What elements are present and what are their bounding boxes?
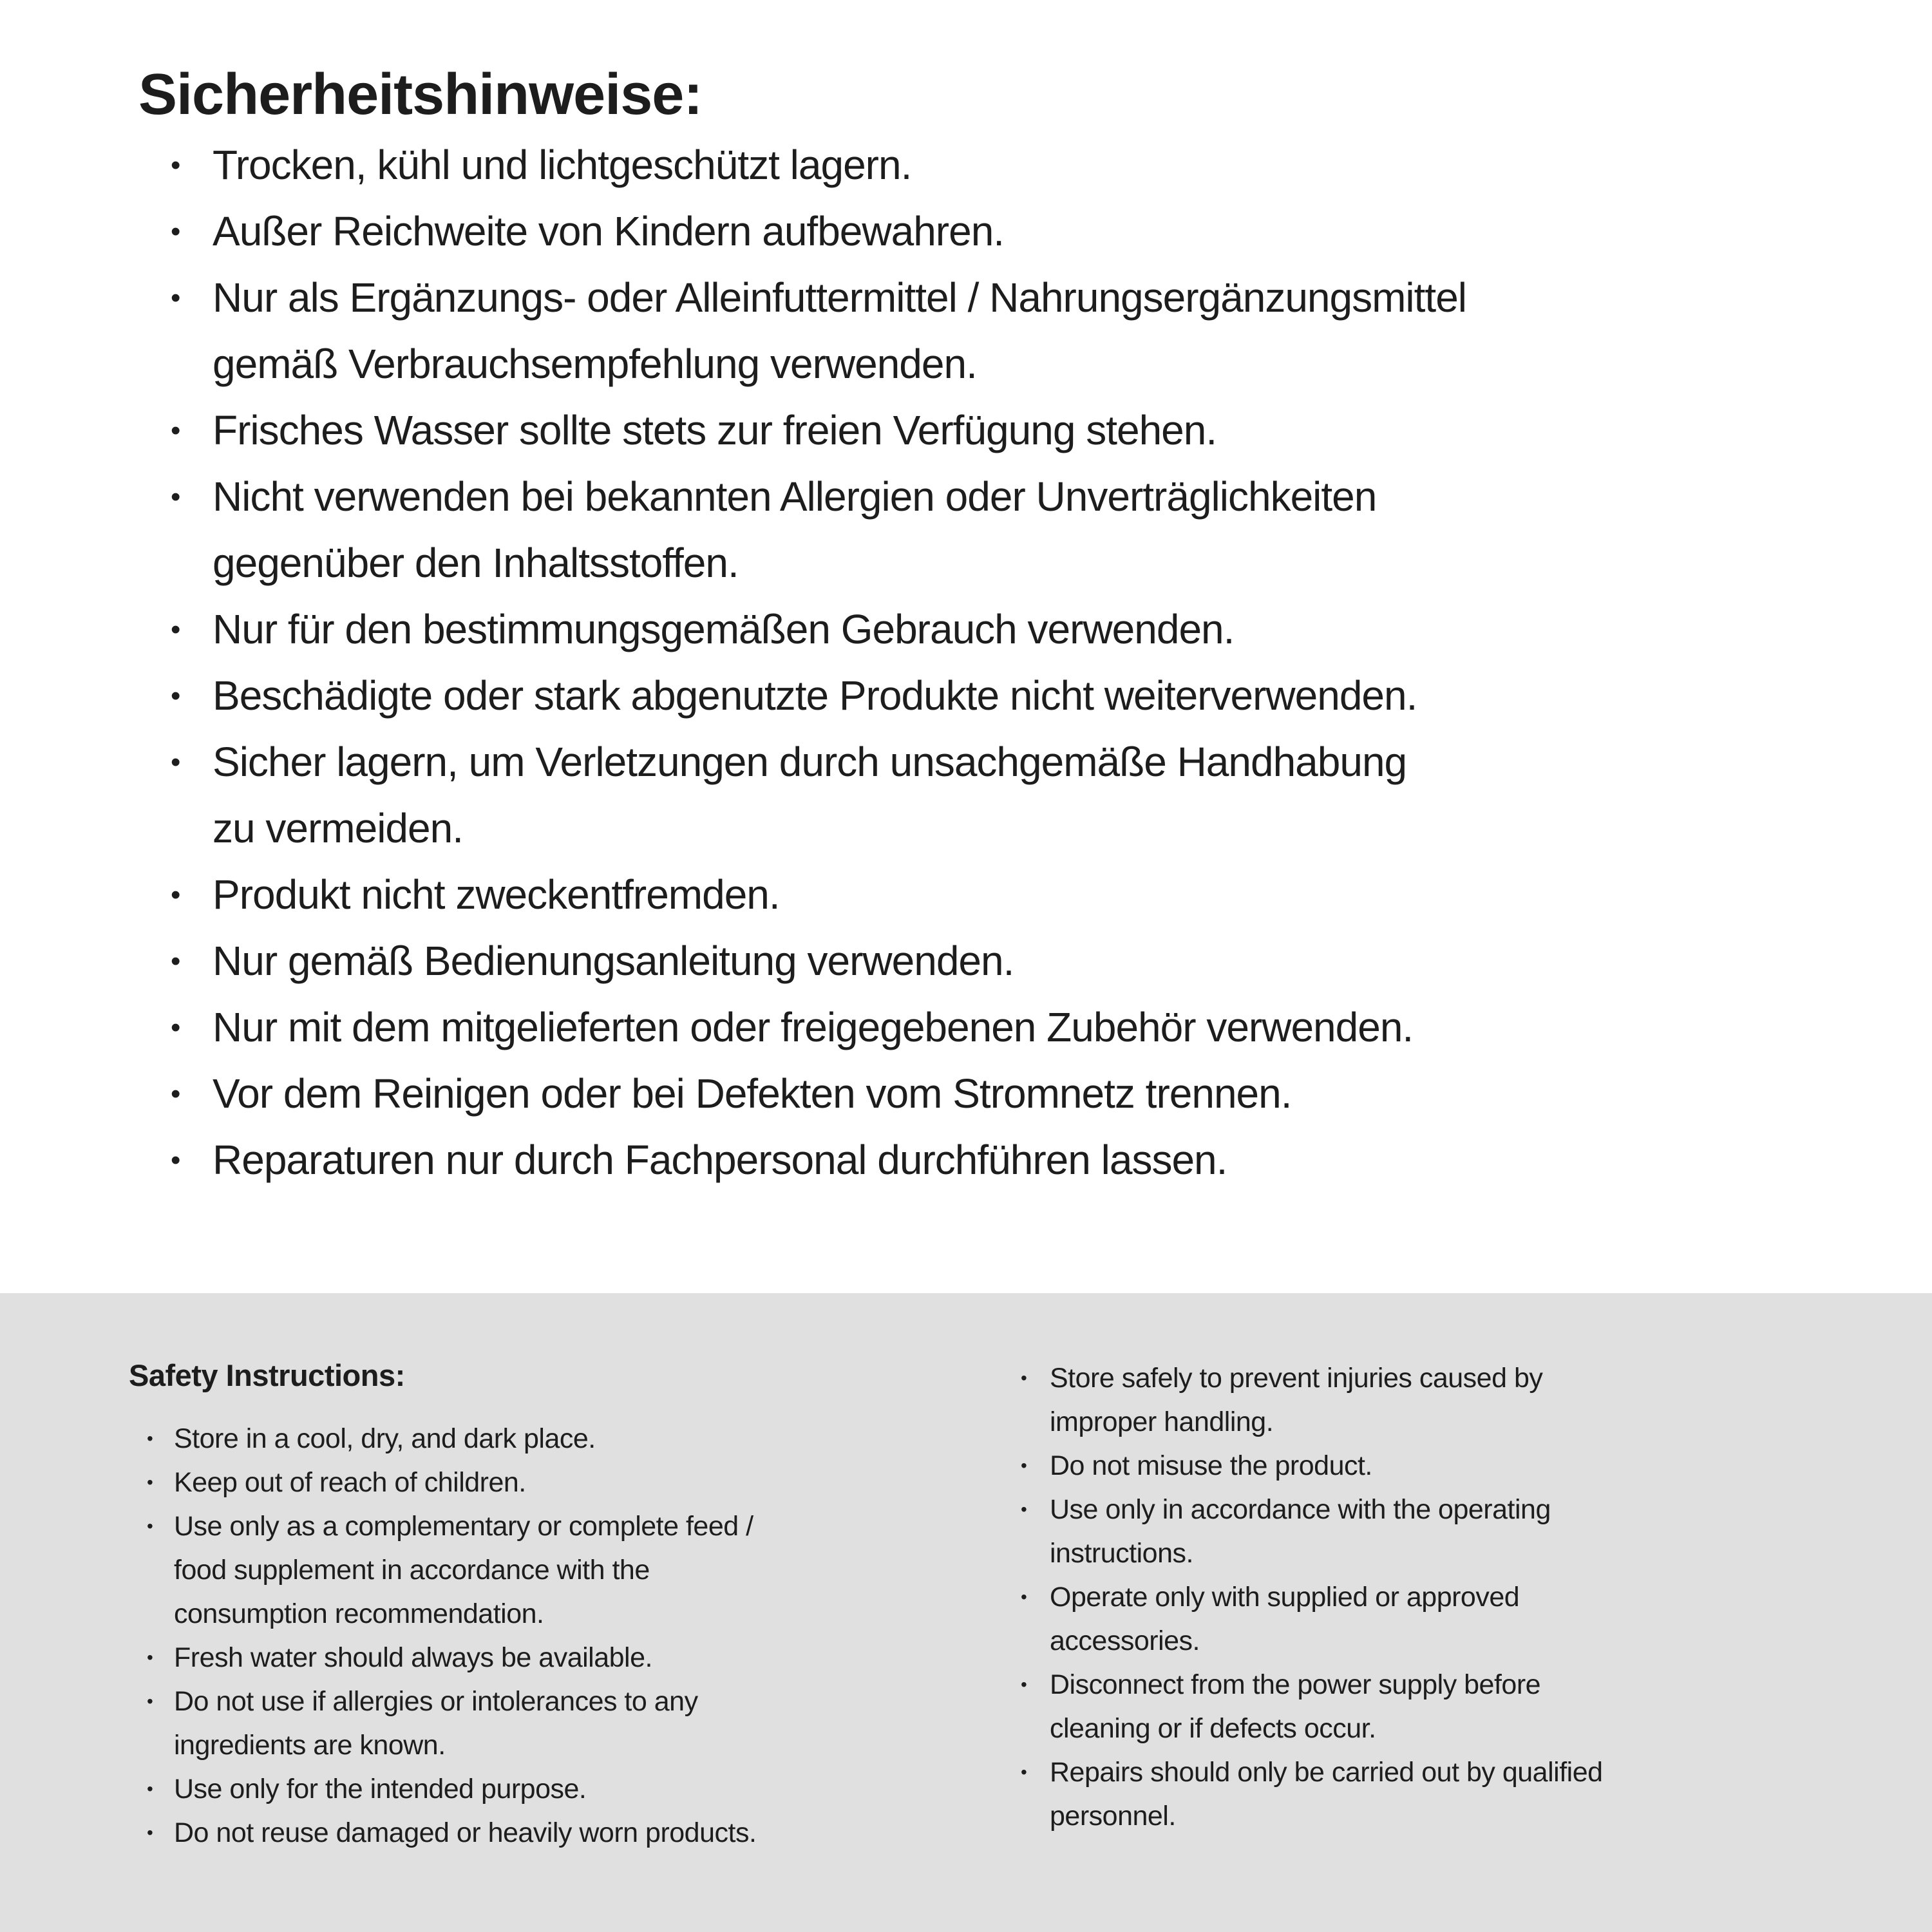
list-item-line: Store in a cool, dry, and dark place.: [174, 1423, 596, 1455]
bullet-icon: •: [171, 614, 181, 645]
list-item-line: Trocken, kühl und lichtgeschützt lagern.: [213, 142, 912, 188]
english-right-column: [1021, 1356, 1922, 1838]
list-item-line: Sicher lagern, um Verletzungen durch unsachgemäße Handhabung: [213, 739, 1407, 785]
list-item-line: Reparaturen nur durch Fachpersonal durchführen lassen.: [213, 1137, 1227, 1183]
list-item-line: Do not reuse damaged or heavily worn products.: [174, 1817, 757, 1849]
bullet-icon: •: [171, 1144, 181, 1176]
list-item: [1021, 1575, 1922, 1663]
list-item-line: Nur mit dem mitgelieferten oder freigegebenen Zubehör verwenden.: [213, 1004, 1414, 1050]
list-item-text: [1050, 1356, 1542, 1444]
list-item-text: [213, 928, 1014, 994]
list-item: [171, 132, 1466, 198]
list-item-line: Beschädigte oder stark abgenutzte Produkte nicht weiterverwenden.: [213, 672, 1417, 719]
list-item-text: [213, 397, 1217, 464]
list-item: [171, 464, 1466, 596]
bullet-icon: •: [171, 415, 181, 446]
list-item-text: [213, 198, 1004, 265]
list-item-line: Nur für den bestimmungsgemäßen Gebrauch verwenden.: [213, 606, 1235, 652]
list-item-text: [1050, 1663, 1540, 1750]
list-item-line: Nicht verwenden bei bekannten Allergien oder Unverträglichkeiten: [213, 473, 1377, 520]
bullet-icon: •: [171, 282, 181, 314]
list-item-text: [174, 1680, 698, 1767]
list-item: [171, 928, 1466, 994]
list-item-line: Do not use if allergies or intolerances to any: [174, 1686, 698, 1718]
list-item-line: improper handling.: [1050, 1406, 1274, 1437]
bullet-icon: •: [147, 1691, 153, 1712]
list-item-text: [213, 596, 1234, 663]
list-item: [171, 663, 1466, 729]
list-item: [171, 265, 1466, 397]
list-item-text: [213, 1061, 1292, 1127]
list-item-text: [174, 1504, 753, 1636]
list-item-line: Use only for the intended purpose.: [174, 1774, 587, 1805]
bullet-icon: •: [171, 746, 181, 778]
bullet-icon: •: [1021, 1587, 1027, 1607]
bullet-icon: •: [147, 1823, 153, 1843]
list-item: [129, 1811, 1018, 1855]
list-item-text: [213, 464, 1376, 596]
list-item-line: Repairs should only be carried out by qualified: [1050, 1757, 1603, 1788]
page-title: Sicherheitshinweise:: [138, 62, 703, 127]
list-item-line: zu vermeiden.: [213, 805, 463, 851]
bullet-icon: •: [171, 1012, 181, 1043]
list-item: [171, 729, 1466, 862]
bullet-icon: •: [1021, 1674, 1027, 1694]
list-item-line: gegenüber den Inhaltsstoffen.: [213, 540, 739, 586]
english-title: Safety Instructions:: [129, 1358, 405, 1392]
bullet-icon: •: [171, 1078, 181, 1110]
list-item-text: [1050, 1444, 1372, 1488]
bullet-icon: •: [171, 216, 181, 247]
bullet-icon: •: [147, 1516, 153, 1537]
bullet-icon: •: [171, 149, 181, 181]
list-item-line: ingredients are known.: [174, 1730, 446, 1761]
list-item-text: [213, 663, 1417, 729]
list-item-text: [213, 265, 1466, 397]
list-item-line: Disconnect from the power supply before: [1050, 1669, 1541, 1700]
list-item-text: [174, 1811, 756, 1855]
list-item: [171, 198, 1466, 265]
list-item-text: [174, 1767, 586, 1811]
list-item-line: gemäß Verbrauchsempfehlung verwenden.: [213, 341, 977, 387]
list-item-line: Store safely to prevent injuries caused by: [1050, 1363, 1543, 1394]
list-item: [1021, 1488, 1922, 1575]
list-item: [171, 397, 1466, 464]
list-item-line: Use only in accordance with the operating: [1050, 1494, 1551, 1525]
list-item-line: accessories.: [1050, 1625, 1200, 1656]
bullet-icon: •: [147, 1472, 153, 1493]
list-item-text: [213, 132, 911, 198]
list-item-text: [213, 1127, 1227, 1193]
bullet-icon: •: [147, 1647, 153, 1668]
list-item: [129, 1767, 1018, 1811]
list-item: [129, 1417, 1018, 1461]
list-item: [171, 862, 1466, 928]
list-item-line: food supplement in accordance with the: [174, 1555, 650, 1586]
list-item: [171, 1127, 1466, 1193]
list-item-line: Frisches Wasser sollte stets zur freien Verfügung stehen.: [213, 407, 1217, 453]
list-item: [129, 1461, 1018, 1504]
list-item-line: Nur gemäß Bedienungsanleitung verwenden.: [213, 938, 1014, 984]
english-left-list: [129, 1417, 1018, 1855]
list-item-line: personnel.: [1050, 1801, 1176, 1832]
bullet-icon: •: [171, 945, 181, 977]
list-item-text: [1050, 1488, 1551, 1575]
bullet-icon: •: [147, 1428, 153, 1449]
english-section: [0, 1293, 1932, 1932]
list-item: [129, 1504, 1018, 1636]
list-item-line: consumption recommendation.: [174, 1598, 544, 1630]
list-item-text: [174, 1461, 526, 1504]
list-item-line: Nur als Ergänzungs- oder Alleinfuttermittel / Nahrungsergänzungsmittel: [213, 274, 1466, 321]
list-item-line: cleaning or if defects occur.: [1050, 1713, 1376, 1744]
bullet-icon: •: [1021, 1499, 1027, 1519]
list-item-line: Fresh water should always be available.: [174, 1642, 652, 1674]
list-item: [129, 1680, 1018, 1767]
list-item-text: [1050, 1575, 1519, 1663]
list-item-line: Produkt nicht zweckentfremden.: [213, 871, 780, 918]
list-item-line: Do not misuse the product.: [1050, 1450, 1372, 1481]
german-safety-list: [171, 132, 1466, 1193]
list-item: [1021, 1444, 1922, 1488]
list-item-text: [213, 862, 780, 928]
list-item-text: [213, 729, 1406, 862]
english-right-list: [1021, 1356, 1922, 1838]
bullet-icon: •: [171, 879, 181, 911]
list-item-text: [213, 994, 1413, 1061]
list-item-line: instructions.: [1050, 1538, 1193, 1569]
list-item-text: [174, 1636, 652, 1680]
list-item-line: Use only as a complementary or complete feed /: [174, 1511, 753, 1542]
list-item: [129, 1636, 1018, 1680]
bullet-icon: •: [171, 680, 181, 712]
list-item: [171, 596, 1466, 663]
list-item: [171, 1061, 1466, 1127]
list-item-line: Keep out of reach of children.: [174, 1467, 526, 1499]
list-item-text: [174, 1417, 596, 1461]
list-item-text: [1050, 1750, 1603, 1838]
list-item: [1021, 1750, 1922, 1838]
list-item-line: Außer Reichweite von Kindern aufbewahren.: [213, 208, 1005, 254]
list-item: [1021, 1663, 1922, 1750]
english-left-column: [129, 1358, 1018, 1855]
bullet-icon: •: [1021, 1368, 1027, 1388]
list-item: [171, 994, 1466, 1061]
list-item-line: Vor dem Reinigen oder bei Defekten vom Stromnetz trennen.: [213, 1070, 1292, 1117]
bullet-icon: •: [1021, 1455, 1027, 1475]
bullet-icon: •: [147, 1779, 153, 1799]
list-item: [1021, 1356, 1922, 1444]
bullet-icon: •: [171, 481, 181, 513]
list-item-line: Operate only with supplied or approved: [1050, 1582, 1520, 1613]
bullet-icon: •: [1021, 1762, 1027, 1782]
